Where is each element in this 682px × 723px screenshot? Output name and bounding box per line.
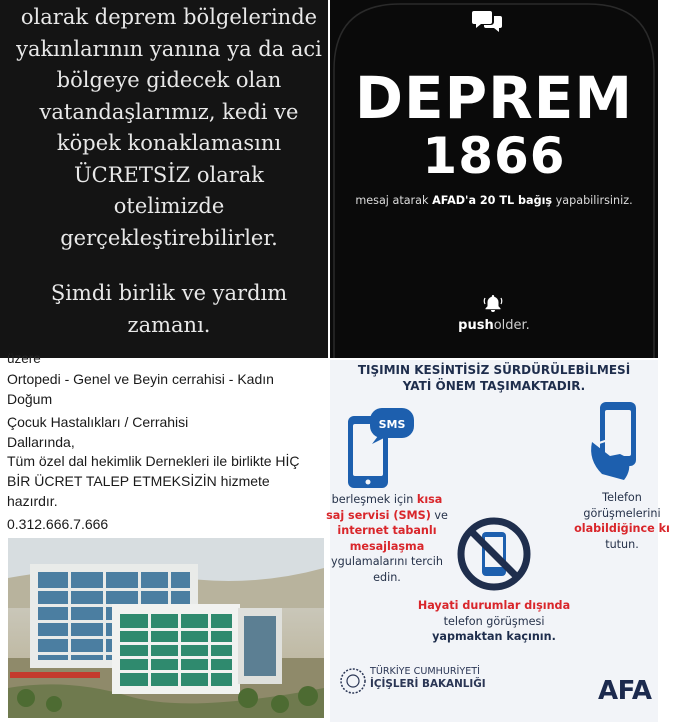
text-line: Dallarında, xyxy=(7,433,75,450)
advice-text: görüşmelerini xyxy=(583,506,661,520)
advice-text: edin. xyxy=(373,570,401,584)
no-phone-icon xyxy=(454,514,534,594)
advice-text: yapmaktan kaçının. xyxy=(432,630,556,643)
text-line: ÜCRETSİZ olarak xyxy=(73,162,265,187)
text-line: Ortopedi - Genel ve Beyin cerrahisi - Kadın xyxy=(7,371,274,387)
afad-logo: AFA xyxy=(598,676,652,706)
text-line: Doğum xyxy=(7,390,53,407)
advice-highlight: olabildiğince kı xyxy=(574,522,670,535)
sms-phone-icon xyxy=(340,402,420,492)
text-line: vatandaşlarımız, kedi ve xyxy=(39,99,299,124)
pusholder-brand xyxy=(330,318,658,333)
advice-text: tutun. xyxy=(605,537,639,551)
text-line: Tüm özel dal hekimlik Dernekleri ile birlikte HİÇ xyxy=(7,453,300,470)
advice-text: Telefon xyxy=(602,491,642,504)
ministry-line: TÜRKİYE CUMHURİYETİ xyxy=(370,666,480,677)
sms-label: SMS xyxy=(378,418,406,431)
hotel-announcement-text xyxy=(4,2,334,341)
advice-highlight: internet tabanlı xyxy=(337,524,437,537)
advice-text: ygulamalarını tercih xyxy=(331,555,443,568)
header-line: YATİ ÖNEM TAŞIMAKTADIR. xyxy=(402,379,586,393)
text-line: hazırdır. xyxy=(7,492,58,509)
text-line: Çocuk Hastalıkları / Cerrahisi xyxy=(7,414,189,431)
advice-highlight: saj servisi (SMS) xyxy=(326,508,431,522)
advice-highlight: mesajlaşma xyxy=(349,539,425,553)
text-line: köpek konaklamasını xyxy=(56,131,282,155)
brand-bold: push xyxy=(458,318,494,333)
hospital-text xyxy=(7,370,325,535)
ministry-name xyxy=(370,666,486,690)
call-advice-text xyxy=(562,490,682,552)
story-panel-donation xyxy=(330,0,658,358)
sms-advice-text xyxy=(312,492,462,585)
advice-text: berleşmek için xyxy=(331,493,414,506)
instruction-suffix: yapabilirsiniz. xyxy=(555,194,633,207)
closing-line: zamanı. xyxy=(127,312,211,337)
deprem-title: DEPREM xyxy=(354,64,634,132)
text-line: yakınlarının yanına ya da aci xyxy=(16,36,322,61)
infographic-header xyxy=(330,362,658,394)
donation-instruction xyxy=(330,194,658,207)
phone-number: 0.312.666.7.666 xyxy=(7,516,109,533)
cut-off-word: üzere xyxy=(7,351,41,366)
ministry-seal-icon xyxy=(338,666,368,696)
instruction-prefix: mesaj atarak xyxy=(355,194,429,207)
advice-text: ve xyxy=(434,508,448,522)
text-line: bölgeye gidecek olan xyxy=(56,68,282,92)
instruction-bold: AFAD'a 20 TL bağış xyxy=(432,194,553,207)
text-line: otelimizde xyxy=(113,194,225,218)
chat-bubbles-icon xyxy=(472,8,504,34)
hospital-photo xyxy=(8,538,324,718)
hand-phone-icon xyxy=(586,398,656,488)
bell-icon xyxy=(482,292,504,314)
text-line: BİR ÜCRET TALEP ETMEKSİZİN hizmete xyxy=(7,472,270,489)
hospital-announcement-panel xyxy=(0,351,328,722)
advice-highlight: kısa xyxy=(416,493,443,506)
ministry-line: İÇİŞLERİ BAKANLIĞI xyxy=(370,678,486,690)
brand-light: older. xyxy=(493,318,530,333)
story-panel-hotel xyxy=(0,0,328,358)
text-line: gerçekleştirebilirler. xyxy=(60,225,278,250)
sms-number: 1866 xyxy=(422,127,566,185)
advice-highlight: Hayati durumlar dışında xyxy=(417,599,571,612)
no-call-advice-text xyxy=(384,598,604,645)
afad-infographic-panel xyxy=(326,360,670,722)
header-line: TIŞIMIN KESİNTİSİZ SÜRDÜRÜLEBİLMESİ xyxy=(357,363,631,377)
text-line: olarak deprem bölgelerinde xyxy=(20,5,318,29)
closing-line: Şimdi birlik ve yardım xyxy=(50,281,288,305)
advice-text: telefon görüşmesi xyxy=(443,614,545,628)
